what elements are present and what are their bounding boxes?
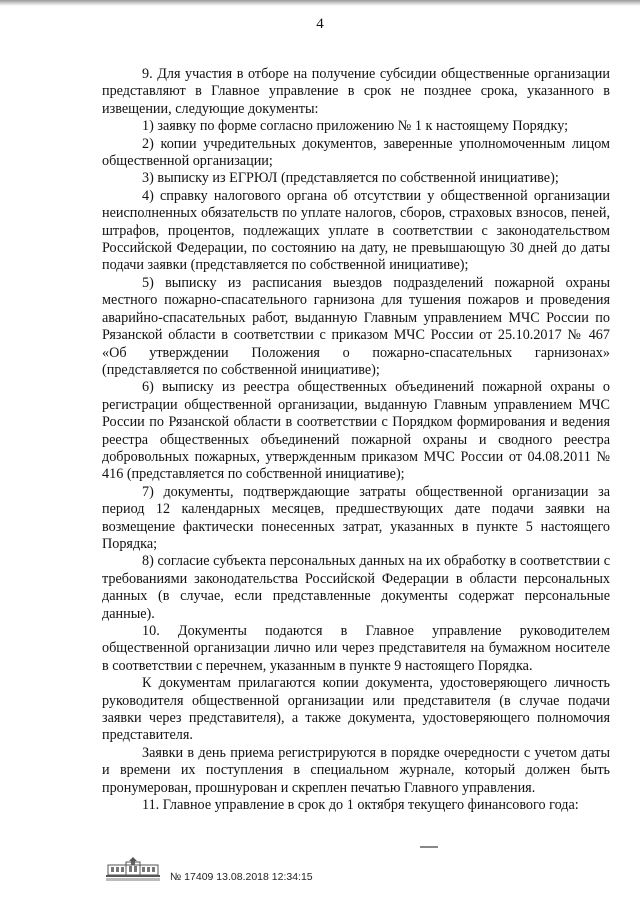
paragraph-10-attachments: К документам прилагаются копии документа, удостоверяющего личность руководителя общественной организации или представителя (в случае подачи заявки через представителя), а также документа, удостоверяющего полномочия представителя. [102, 675, 610, 744]
paragraph-10-registration: Заявки в день приема регистрируются в порядке очередности с учетом даты и времени их поступления в специальном журнале, который должен быть пронумерован, прошнурован и скреплен печатью Главного управления. [102, 744, 610, 796]
paragraph-9-item-4: 4) справку налогового органа об отсутствии у общественной организации неисполненных обязательств по уплате налогов, сборов, страховых взносов, пеней, штрафов, процентов, подлежащих уплате в соответствии с законодательством Российской Федерации, по состоянию на дату, не превышающую 30 дней до даты подачи заявки (представляется по собственной инициативе); [102, 187, 610, 274]
scan-top-edge [0, 0, 640, 6]
paragraph-9-item-5: 5) выписку из расписания выездов подразделений пожарной охраны местного пожарно-спасательного гарнизона для тушения пожаров и проведения аварийно-спасательных работ, выданную Главным управлением МЧС России по Рязанской области в соответствии с приказом МЧС России от 25.10.2017 № 467 «Об утверждении Положения о пожарно-спасательных гарнизонах» (представляется по собственной инициативе); [102, 274, 610, 378]
page-number: 4 [316, 16, 324, 32]
paragraph-9-item-3: 3) выписку из ЕГРЮЛ (представляется по собственной инициативе); [142, 170, 559, 187]
registration-stamp: № 17409 13.08.2018 12:34:15 [170, 871, 313, 883]
paragraph-9-item-8: 8) согласие субъекта персональных данных на их обработку в соответствии с требованиями законодательства Российской Федерации в области персональных данных (в случае, если представленные документы содержат персональные данные). [102, 553, 610, 622]
paragraph-9: 9. Для участия в отборе на получение субсидии общественные организации представляют в Главное управление в срок не позднее срока, указанного в извещении, следующие документы: [102, 66, 610, 117]
building-logo-icon [102, 855, 164, 883]
paragraph-10: 10. Документы подаются в Главное управление руководителем общественной организации лично или через представителя на бумажном носителе в соответствии с перечнем, указанным в пункте 9 настоящего Порядка. [102, 623, 610, 674]
paragraph-9-item-1: 1) заявку по форме согласно приложению № 1 к настоящему Порядку; [142, 118, 569, 135]
paragraph-9-item-2: 2) копии учредительных документов, заверенные уполномоченным лицом общественной организации; [102, 135, 610, 170]
paragraph-9-item-6: 6) выписку из реестра общественных объединений пожарной охраны о регистрации общественной организации, выданную Главным управлением МЧС России по Рязанской области в соответствии с Порядком формирования и ведения реестра общественных объединений пожарной охраны и сводного реестра добровольных пожарных, утвержденным приказом МЧС России от 04.08.2011 № 416 (представляется по собственной инициативе); [102, 379, 610, 483]
paragraph-9-item-7: 7) документы, подтверждающие затраты общественной организации за период 12 календарных месяцев, предшествующих дате подачи заявки на возмещение фактически понесенных затрат, указанных в пункте 5 настоящего Порядка; [102, 483, 610, 552]
scan-mark [420, 846, 438, 848]
paragraph-11: 11. Главное управление в срок до 1 октября текущего финансового года: [142, 797, 579, 814]
document-footer [102, 855, 362, 895]
document-body [102, 66, 610, 814]
